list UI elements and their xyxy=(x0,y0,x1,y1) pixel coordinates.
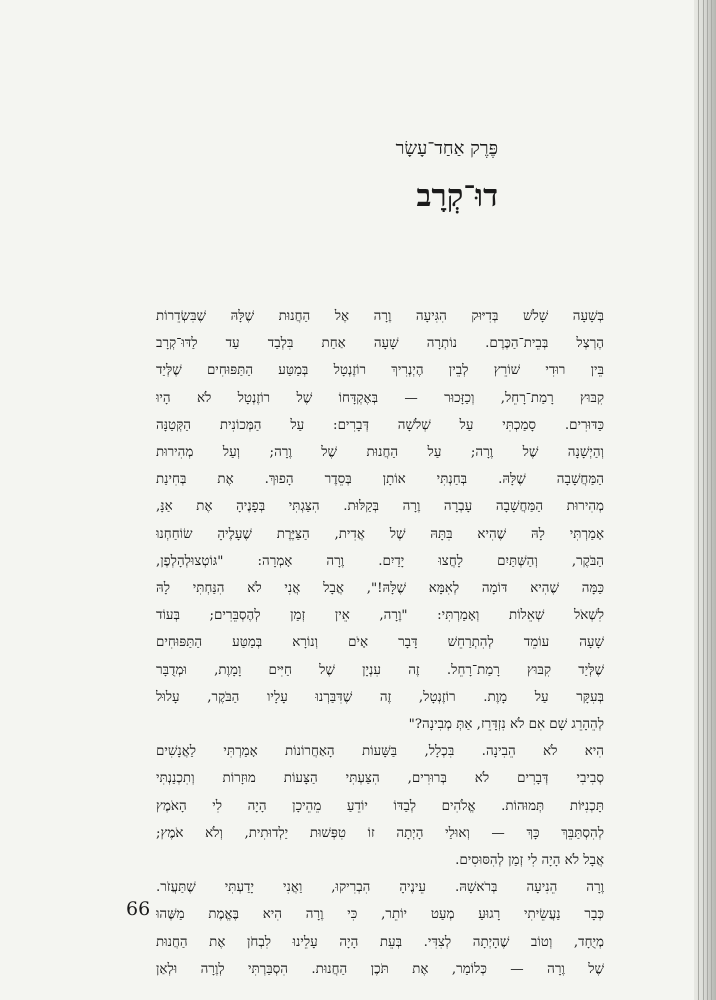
text-line: כַּדּוּרִים. סָמַכְתִּי עַל שְׁלֹשָׁה דְּבָרִים: עַל הַמְּכוֹנִית הַקְּטַנָּה xyxy=(156,417,604,433)
text-line: בְּשָׁעָה שָׁלֹשׁ בְּדִיּוּק הִגִּיעָה וֶרָה אֶל הַחֲנוּת שֶׁלָּהּ שֶׁבִּשְׂדֵרוֹת xyxy=(156,309,604,324)
text-line: הֶרְצְל בְּבֵית־הַכֶּרֶם. נוֹתְרָה שָׁעָה אַחַת בִּלְבַד עַד לַדּוּ־קְרָב xyxy=(156,336,604,352)
text-line: הַבֹּקֶר, וְהַשְּׁתַּיִם לָחֲצוּ יָדַיִם. וֶרָה אָמְרָה: "גּוֹטְצוּלְהָלְפֶן, xyxy=(156,553,604,569)
text-line: לְהֵהָרֵג שָׁם אִם לֹא נִזְדָּרֵז, אַתְּ מְבִינָה?" xyxy=(408,717,604,733)
text-line: תָּכְנִיּוֹת תְּמוּהוֹת. אֱלֹהִים לְבַדּוֹ יוֹדֵעַ מֵהֵיכָן הָיָה לִי הָאֹמֶץ xyxy=(156,798,604,814)
page-edge-line xyxy=(707,0,708,1000)
text-line: מְיֻחָד, וְטוֹב שֶׁהָיְתָה לְצִדִּי. בְּעֵת הָיָה עָלֵינוּ לִבְחֹן אֶת הַחֲנוּת xyxy=(156,934,604,950)
text-line: הַמַּחֲשָׁבָה שֶׁלָּהּ. בְּחַנְתִּי אוֹתָן בְּסֵדֶר הָפוּךְ. אֶת בְּחִינַת xyxy=(156,472,604,488)
text-line: שָׁעָה עוֹמֵד לְהִתְרַחֵשׁ דָּבָר אָיֹם וְנוֹרָא בְּמַטַּע הַתַּפּוּחִים xyxy=(156,635,604,651)
text-line: לְהִסְתַּבֵּךְ כָּךְ — וְאוּלַי הָיְתָה זוֹ טִפְּשׁוּת יַלְדוּתִית, וְלֹא אֹמֶץ; xyxy=(156,825,604,841)
text-line: קִבּוּץ רָמַת־רָחֵל, וְכַזָּכוּר — בְּאֶקְדָּחוֹ שֶׁל רוֹזֶנְטָל לֹא הָיוּ xyxy=(156,390,604,406)
chapter-label: פֶּרֶק אַחַד־עָשָׂר xyxy=(395,138,498,159)
text-line: וְהַיְשָׁנָה שֶׁל וֶרָה; עַל הַחֲנוּת שֶׁל וֶרָה; וְעַל מְהִירוּת xyxy=(156,445,604,461)
text-line: מְהִירוּת הַמַּחֲשָׁבָה עָבְרָה וֶרָה בְּקַלּוּת. הִצַּגְתִּי בְּפָנֶיהָ אֶת אַנָּ, xyxy=(156,499,604,515)
text-line: אֲבָל לֹא הָיָה לִי זְמַן לְהִסּוּסִים. xyxy=(455,853,604,869)
text-line: בֵּין רוּדִי שׁוֹרֵץ לְבֵין הֶיְנְרִיךְ רוֹזֶנְטָל בְּמַטַּע הַתַּפּוּחִים שֶׁלְּיַד xyxy=(156,363,604,379)
body-text xyxy=(156,303,604,983)
text-line: שֶׁלְּיַד קִבּוּץ רָמַת־רָחֵל. זֶה עִנְיָן שֶׁל חַיִּים וָמָוֶת, וּמְדֻבָּר xyxy=(156,662,604,678)
text-line: בְּעִקָּר עַל מָוֶת. רוֹזֶנְטָל, זֶה שֶׁדִּבַּרְנוּ עָלָיו הַבֹּקֶר, עָלוּל xyxy=(156,689,604,705)
text-line: הִיא לֹא הֵבִינָה. בִּכְלָל, בַּשָּׁעוֹת הָאַחֲרוֹנוֹת אָמַרְתִּי לַאֲנָשִׁים xyxy=(156,744,604,760)
page-edge xyxy=(694,0,716,1000)
chapter-title: דוּ־קְרָב xyxy=(416,178,498,214)
text-line: וֶרָה הֵנִיעָה בְּרֹאשָׁהּ. עֵינֶיהָ הִבְרִיקוּ, וַאֲנִי יָדַעְתִּי שֶׁתַּעֲזֹר. xyxy=(156,880,604,896)
text-line: כַּמָּה שֶׁהִיא דּוֹמָה לְאִמָּא שֶׁלָּהּ!", אֲבָל אֲנִי לֹא הִנַּחְתִּי לָהּ xyxy=(156,581,604,597)
text-line: כְּבָר נַעֲשֵׂיתִי רָגוּעַ מְעַט יוֹתֵר, כִּי וֶרָה הִיא בֶּאֱמֶת מַשֶּׁהוּ xyxy=(156,907,604,923)
page-number: 66 xyxy=(126,898,151,920)
text-line: לִשְׁאֹל שְׁאֵלוֹת וְאָמַרְתִּי: "וֶרָה, אֵין זְמַן לְהֶסְבֵּרִים; בְּעוֹד xyxy=(156,608,604,624)
page-edge-line xyxy=(711,0,712,1000)
text-line: אָמַרְתִּי לָהּ שֶׁהִיא בִּתָּהּ שֶׁל אֲדִית, הַצַּיֶּרֶת שֶׁעָלֶיהָ שׂוֹחַחְנוּ xyxy=(156,526,604,542)
text-line: שֶׁל וֶרָה — כְּלוֹמַר, אֶת תֹּכֶן הַחֲנוּת. הִסְבַּרְתִּי לְוֶרָה וּלְאַן xyxy=(156,961,604,977)
text-line: סְבִיבִי דְּבָרִים לֹא בְּרוּרִים, הִצַּעְתִּי הַצָּעוֹת מוּזָרוֹת וְתִכְנַנְתִּי xyxy=(156,771,604,787)
page-edge-line xyxy=(703,0,704,1000)
page-edge-line xyxy=(698,0,699,1000)
